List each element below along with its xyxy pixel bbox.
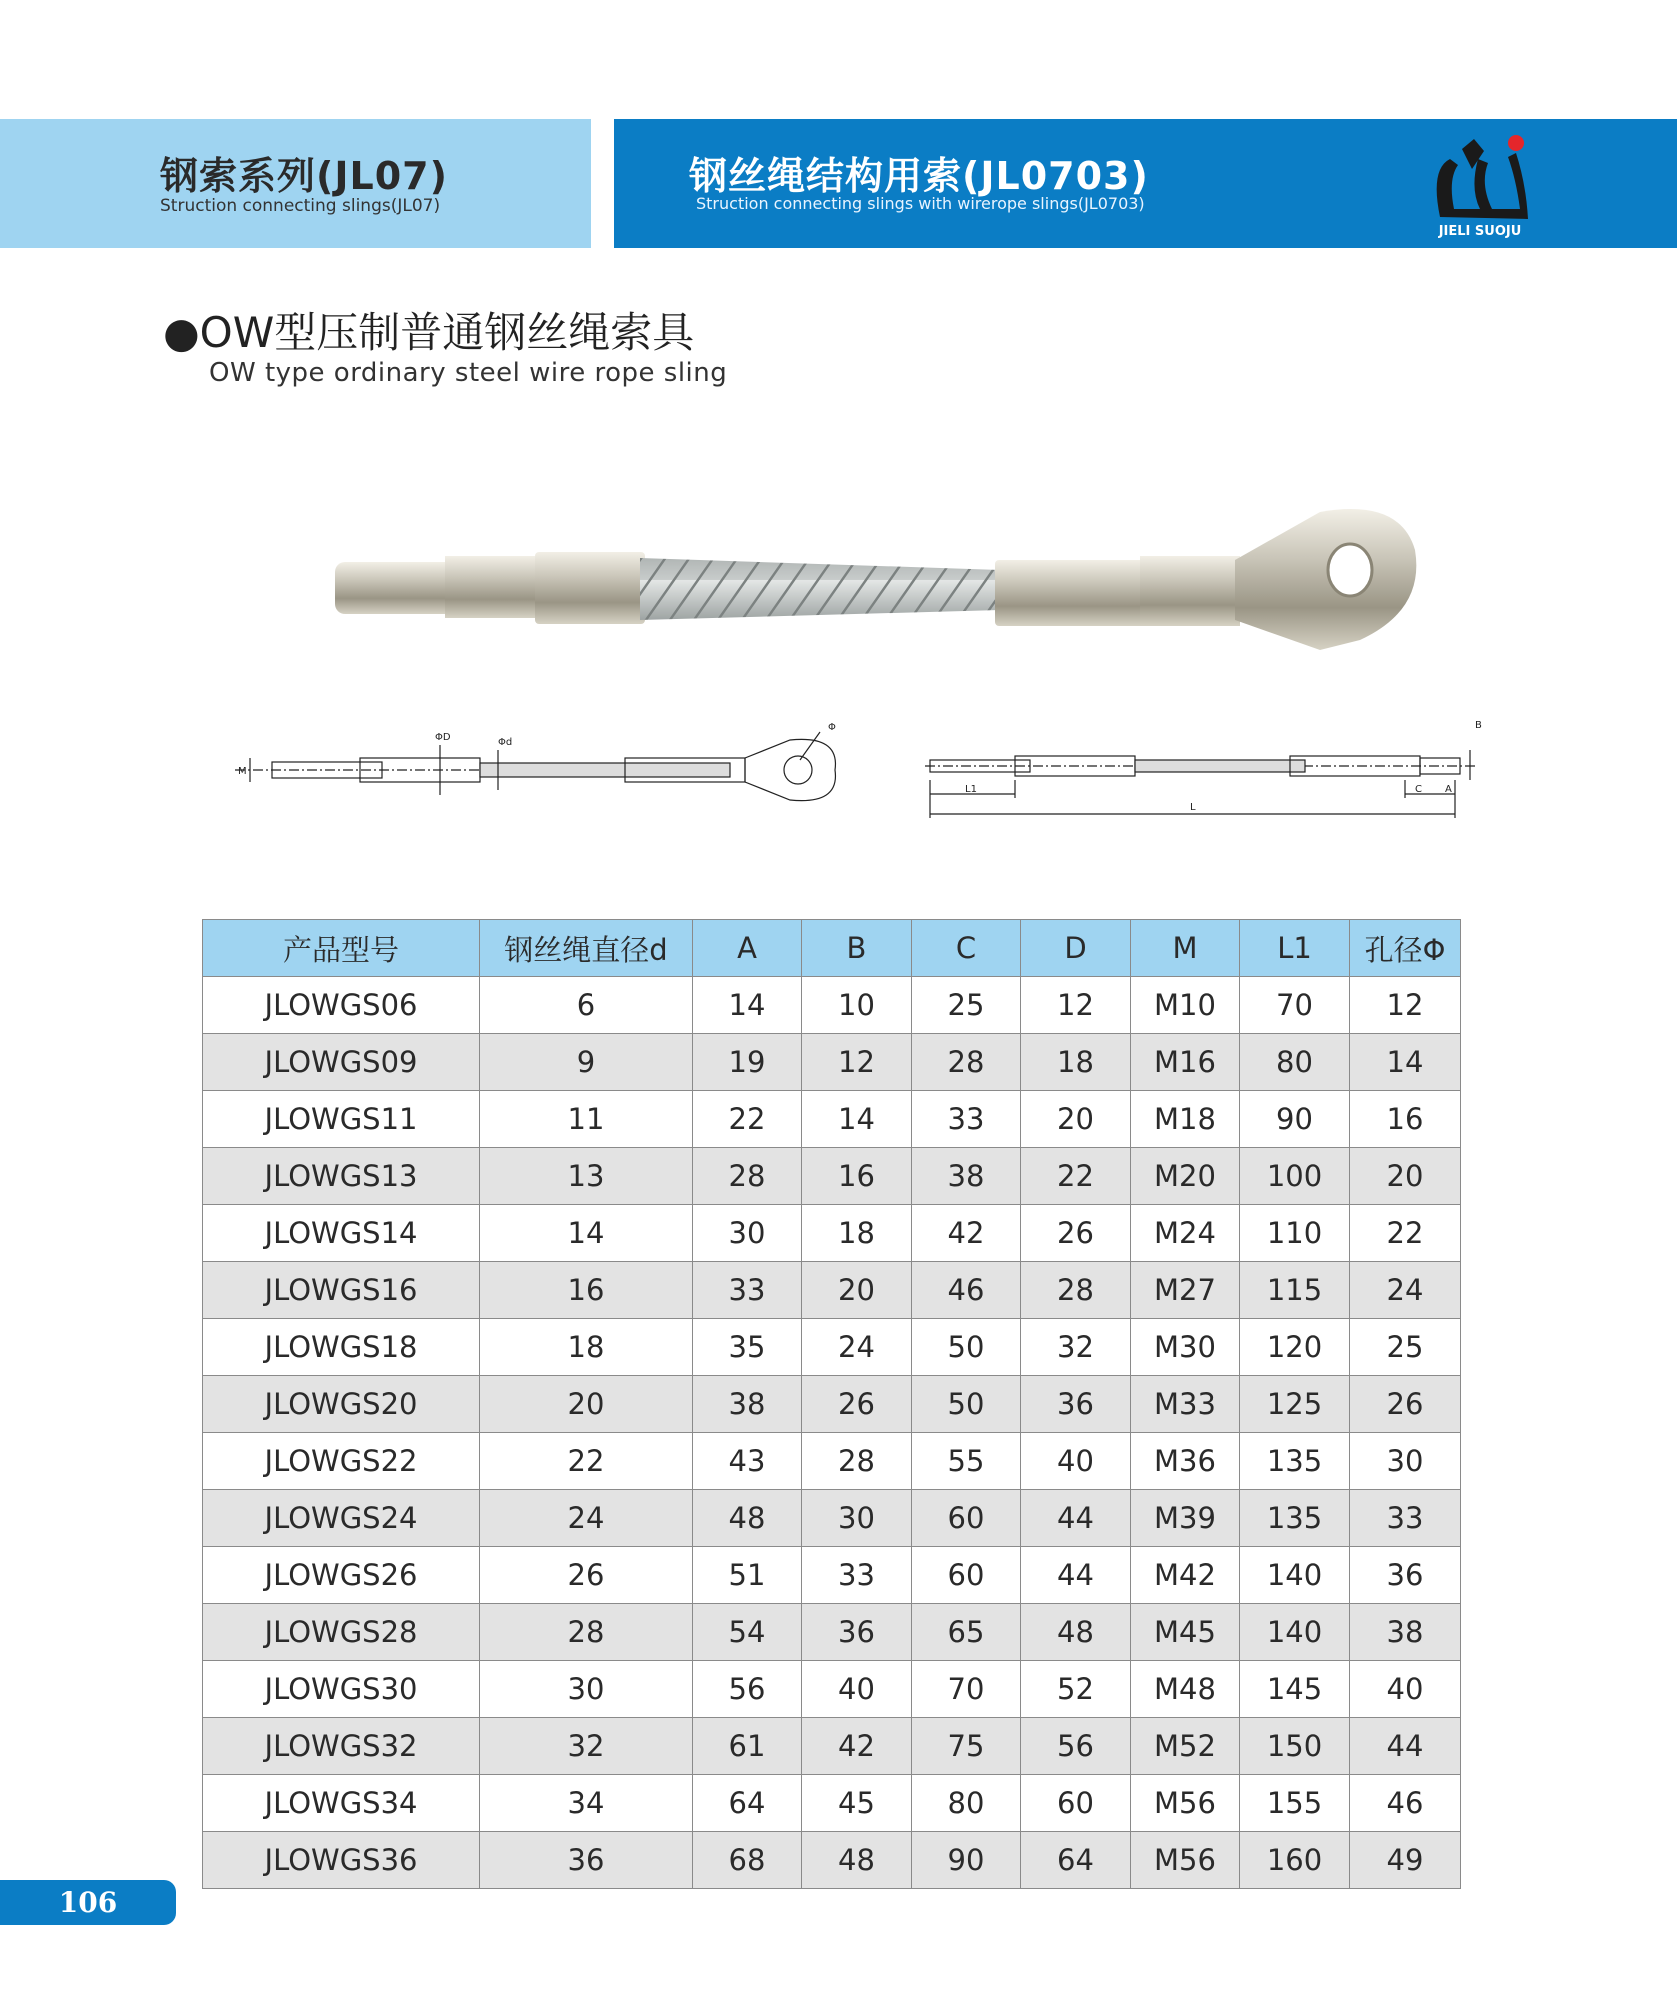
table-cell: 16 <box>480 1262 693 1319</box>
column-header: M <box>1131 920 1240 977</box>
table-cell: JLOWGS06 <box>203 977 480 1034</box>
table-cell: 45 <box>802 1775 912 1832</box>
table-cell: 24 <box>1350 1262 1461 1319</box>
table-cell: 135 <box>1240 1490 1350 1547</box>
table-cell: 42 <box>912 1205 1021 1262</box>
eye-hole <box>1328 544 1372 596</box>
logo-mark-icon <box>1437 153 1528 219</box>
table-cell: JLOWGS30 <box>203 1661 480 1718</box>
table-cell: JLOWGS11 <box>203 1091 480 1148</box>
table-cell: M48 <box>1131 1661 1240 1718</box>
table-cell: 50 <box>912 1319 1021 1376</box>
table-cell: 33 <box>802 1547 912 1604</box>
table-cell: 90 <box>912 1832 1021 1889</box>
table-cell: 100 <box>1240 1148 1350 1205</box>
table-cell: M24 <box>1131 1205 1240 1262</box>
table-cell: M52 <box>1131 1718 1240 1775</box>
table-cell: 12 <box>1350 977 1461 1034</box>
sleeve-right <box>995 560 1145 626</box>
table-cell: 25 <box>912 977 1021 1034</box>
table-cell: 38 <box>912 1148 1021 1205</box>
table-cell: 64 <box>693 1775 802 1832</box>
technical-drawing-front <box>230 710 870 810</box>
table-cell: 33 <box>1350 1490 1461 1547</box>
table-cell: 19 <box>693 1034 802 1091</box>
column-header: D <box>1021 920 1131 977</box>
table-cell: 32 <box>480 1718 693 1775</box>
column-header: B <box>802 920 912 977</box>
logo-red-dot-icon <box>1508 135 1524 151</box>
table-cell: 36 <box>480 1832 693 1889</box>
table-cell: 28 <box>1021 1262 1131 1319</box>
table-cell: 49 <box>1350 1832 1461 1889</box>
table-cell: 68 <box>693 1832 802 1889</box>
table-cell: 52 <box>1021 1661 1131 1718</box>
table-cell: 18 <box>480 1319 693 1376</box>
table-cell: 40 <box>802 1661 912 1718</box>
table-cell: 140 <box>1240 1604 1350 1661</box>
table-cell: JLOWGS16 <box>203 1262 480 1319</box>
table-row <box>203 1034 1461 1091</box>
table-cell: 14 <box>480 1205 693 1262</box>
table-cell: 48 <box>693 1490 802 1547</box>
table-cell: 20 <box>802 1262 912 1319</box>
column-header: 孔径Φ <box>1350 920 1461 977</box>
table-cell: 38 <box>693 1376 802 1433</box>
table-row <box>203 1718 1461 1775</box>
table-cell: 28 <box>912 1034 1021 1091</box>
table-cell: 56 <box>693 1661 802 1718</box>
column-header: 钢丝绳直径d <box>480 920 693 977</box>
table-row <box>203 1775 1461 1832</box>
table-cell: 145 <box>1240 1661 1350 1718</box>
label-L: L <box>1190 802 1196 813</box>
table-cell: 14 <box>693 977 802 1034</box>
table-cell: 42 <box>802 1718 912 1775</box>
spec-table <box>202 919 1461 1889</box>
table-row <box>203 977 1461 1034</box>
table-cell: 44 <box>1021 1547 1131 1604</box>
table-cell: 80 <box>912 1775 1021 1832</box>
table-cell: JLOWGS22 <box>203 1433 480 1490</box>
table-cell: 110 <box>1240 1205 1350 1262</box>
series-subtitle: Struction connecting slings(JL07) <box>160 196 441 216</box>
table-cell: 33 <box>912 1091 1021 1148</box>
table-cell: 125 <box>1240 1376 1350 1433</box>
section-subtitle: OW type ordinary steel wire rope sling <box>209 358 728 388</box>
table-cell: 26 <box>1350 1376 1461 1433</box>
header-left-banner <box>0 119 591 248</box>
table-cell: 120 <box>1240 1319 1350 1376</box>
table-cell: 10 <box>802 977 912 1034</box>
table-cell: 155 <box>1240 1775 1350 1832</box>
table-cell: 28 <box>802 1433 912 1490</box>
label-L1: L1 <box>965 784 977 795</box>
table-cell: M36 <box>1131 1433 1240 1490</box>
table-cell: 12 <box>1021 977 1131 1034</box>
table-cell: M20 <box>1131 1148 1240 1205</box>
label-M: M <box>238 766 247 777</box>
table-cell: 13 <box>480 1148 693 1205</box>
table-cell: 150 <box>1240 1718 1350 1775</box>
table-cell: 22 <box>1021 1148 1131 1205</box>
table-cell: JLOWGS26 <box>203 1547 480 1604</box>
label-A: A <box>1445 784 1452 795</box>
table-cell: 20 <box>1021 1091 1131 1148</box>
table-cell: 25 <box>1350 1319 1461 1376</box>
table-row <box>203 1490 1461 1547</box>
table-header-row <box>203 920 1461 977</box>
table-cell: JLOWGS28 <box>203 1604 480 1661</box>
table-cell: JLOWGS18 <box>203 1319 480 1376</box>
table-cell: 24 <box>480 1490 693 1547</box>
table-cell: 56 <box>1021 1718 1131 1775</box>
table-cell: JLOWGS34 <box>203 1775 480 1832</box>
column-header: A <box>693 920 802 977</box>
table-cell: 40 <box>1021 1433 1131 1490</box>
table-cell: 90 <box>1240 1091 1350 1148</box>
table-cell: 34 <box>480 1775 693 1832</box>
table-cell: 44 <box>1021 1490 1131 1547</box>
table-row <box>203 1376 1461 1433</box>
label-phi-D: ΦD <box>435 732 451 743</box>
category-subtitle: Struction connecting slings with wirerope slings(JL0703) <box>696 194 1145 213</box>
table-cell: 75 <box>912 1718 1021 1775</box>
table-cell: 30 <box>1350 1433 1461 1490</box>
table-cell: 33 <box>693 1262 802 1319</box>
sleeve-left <box>535 552 645 624</box>
page-number: 106 <box>0 1880 176 1925</box>
table-cell: 61 <box>693 1718 802 1775</box>
label-C: C <box>1415 784 1422 795</box>
table-cell: M27 <box>1131 1262 1240 1319</box>
table-row <box>203 1661 1461 1718</box>
table-cell: 14 <box>1350 1034 1461 1091</box>
table-cell: JLOWGS09 <box>203 1034 480 1091</box>
table-cell: M10 <box>1131 977 1240 1034</box>
table-cell: 22 <box>693 1091 802 1148</box>
table-cell: 36 <box>1350 1547 1461 1604</box>
table-row <box>203 1832 1461 1889</box>
header-right-banner <box>614 119 1677 248</box>
table-cell: 64 <box>1021 1832 1131 1889</box>
table-cell: JLOWGS24 <box>203 1490 480 1547</box>
table-cell: 22 <box>1350 1205 1461 1262</box>
table-cell: 18 <box>802 1205 912 1262</box>
table-cell: M16 <box>1131 1034 1240 1091</box>
column-header: L1 <box>1240 920 1350 977</box>
table-cell: 44 <box>1350 1718 1461 1775</box>
table-cell: 30 <box>693 1205 802 1262</box>
table-cell: 20 <box>480 1376 693 1433</box>
table-cell: 70 <box>1240 977 1350 1034</box>
table-cell: 135 <box>1240 1433 1350 1490</box>
table-cell: 140 <box>1240 1547 1350 1604</box>
table-cell: 54 <box>693 1604 802 1661</box>
table-cell: M18 <box>1131 1091 1240 1148</box>
table-cell: 14 <box>802 1091 912 1148</box>
table-cell: 38 <box>1350 1604 1461 1661</box>
table-cell: 32 <box>1021 1319 1131 1376</box>
eye-end <box>1235 509 1416 650</box>
table-cell: 30 <box>480 1661 693 1718</box>
table-cell: 12 <box>802 1034 912 1091</box>
table-cell: JLOWGS36 <box>203 1832 480 1889</box>
table-cell: JLOWGS32 <box>203 1718 480 1775</box>
label-phi-d: Φd <box>498 737 513 748</box>
series-title: 钢索系列(JL07) <box>160 154 448 198</box>
table-cell: M56 <box>1131 1775 1240 1832</box>
table-row <box>203 1319 1461 1376</box>
threaded-end <box>335 562 455 614</box>
table-cell: 36 <box>802 1604 912 1661</box>
table-cell: 60 <box>912 1490 1021 1547</box>
table-cell: 55 <box>912 1433 1021 1490</box>
table-cell: 6 <box>480 977 693 1034</box>
table-cell: 36 <box>1021 1376 1131 1433</box>
table-cell: 46 <box>1350 1775 1461 1832</box>
table-cell: 43 <box>693 1433 802 1490</box>
table-cell: JLOWGS20 <box>203 1376 480 1433</box>
table-cell: 48 <box>802 1832 912 1889</box>
table-row <box>203 1604 1461 1661</box>
table-cell: M42 <box>1131 1547 1240 1604</box>
table-cell: 16 <box>1350 1091 1461 1148</box>
table-cell: M39 <box>1131 1490 1240 1547</box>
table-cell: 65 <box>912 1604 1021 1661</box>
table-cell: 60 <box>1021 1775 1131 1832</box>
table-cell: 30 <box>802 1490 912 1547</box>
brand-logo <box>1420 129 1540 241</box>
table-row <box>203 1433 1461 1490</box>
table-row <box>203 1091 1461 1148</box>
label-B: B <box>1475 720 1482 731</box>
table-cell: 28 <box>480 1604 693 1661</box>
table-cell: 11 <box>480 1091 693 1148</box>
table-cell: M30 <box>1131 1319 1240 1376</box>
table-row <box>203 1205 1461 1262</box>
table-cell: 16 <box>802 1148 912 1205</box>
logo-text: JIELI SUOJU <box>1438 224 1522 239</box>
table-cell: 46 <box>912 1262 1021 1319</box>
section-title: ●OW型压制普通钢丝绳索具 <box>163 308 695 357</box>
table-cell: 26 <box>480 1547 693 1604</box>
table-cell: 70 <box>912 1661 1021 1718</box>
table-cell: 50 <box>912 1376 1021 1433</box>
table-cell: JLOWGS14 <box>203 1205 480 1262</box>
table-row <box>203 1148 1461 1205</box>
label-phi: Φ <box>828 722 836 733</box>
column-header: C <box>912 920 1021 977</box>
table-cell: 160 <box>1240 1832 1350 1889</box>
table-cell: 9 <box>480 1034 693 1091</box>
table-cell: 35 <box>693 1319 802 1376</box>
table-cell: 40 <box>1350 1661 1461 1718</box>
wire-rope <box>640 558 1000 620</box>
table-cell: JLOWGS13 <box>203 1148 480 1205</box>
table-cell: 115 <box>1240 1262 1350 1319</box>
table-row <box>203 1262 1461 1319</box>
table-cell: 51 <box>693 1547 802 1604</box>
technical-drawing-side <box>915 710 1505 840</box>
table-row <box>203 1547 1461 1604</box>
table-cell: 48 <box>1021 1604 1131 1661</box>
table-cell: 18 <box>1021 1034 1131 1091</box>
table-cell: M33 <box>1131 1376 1240 1433</box>
table-cell: M56 <box>1131 1832 1240 1889</box>
table-cell: 26 <box>1021 1205 1131 1262</box>
table-cell: 60 <box>912 1547 1021 1604</box>
table-cell: 24 <box>802 1319 912 1376</box>
table-cell: 22 <box>480 1433 693 1490</box>
product-photo <box>320 500 1440 690</box>
table-cell: 26 <box>802 1376 912 1433</box>
table-cell: 28 <box>693 1148 802 1205</box>
column-header: 产品型号 <box>203 920 480 977</box>
category-title: 钢丝绳结构用索(JL0703) <box>689 154 1149 198</box>
table-cell: 20 <box>1350 1148 1461 1205</box>
table-cell: M45 <box>1131 1604 1240 1661</box>
table-cell: 80 <box>1240 1034 1350 1091</box>
